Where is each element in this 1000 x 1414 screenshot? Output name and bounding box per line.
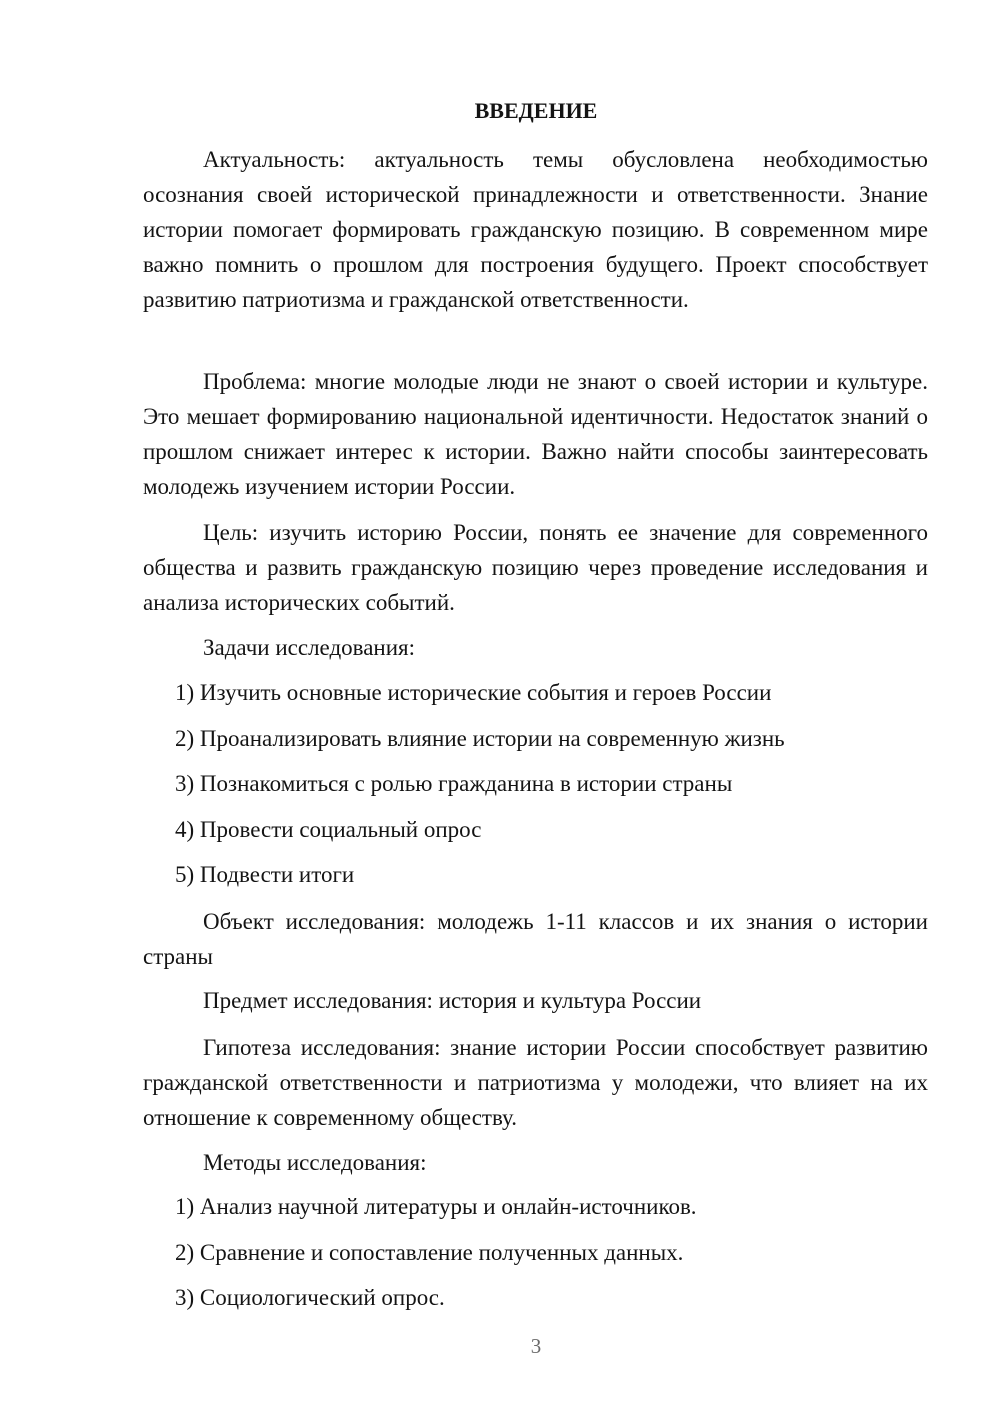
object-paragraph: Объект исследования: молодежь 1-11 классов и их знания о истории страны [143,909,928,969]
method-item: 1) Анализ научной литературы и онлайн-источников. [175,1194,697,1219]
task-item: 5) Подвести итоги [175,862,355,887]
task-item: 4) Провести социальный опрос [175,817,482,842]
page-number: 3 [530,1334,542,1358]
method-item: 3) Социологический опрос. [175,1285,445,1310]
methods-title: Методы исследования: [203,1150,427,1175]
goal-paragraph: Цель: изучить историю России, понять ее значение для современного общества и развить гражданскую позицию через проведение исследования и анализа исторических событий. [143,520,928,615]
relevance-paragraph: Актуальность: актуальность темы обусловлена необходимостью осознания своей исторической принадлежности и ответственности. Знание истории помогает формировать гражданскую позицию. В современном мире важно помнить о прошлом для построения будущего. Проект способствует развитию патриотизма и гражданской ответственности. [143,147,928,312]
problem-paragraph: Проблема: многие молодые люди не знают о своей истории и культуре. Это мешает формированию национальной идентичности. Недостаток знаний о прошлом снижает интерес к истории. Важно найти способы заинтересовать молодежь изучением истории России. [143,369,928,499]
task-item: 1) Изучить основные исторические события и героев России [175,680,772,705]
section-heading: ВВЕДЕНИЕ [474,98,598,123]
task-item: 3) Познакомиться с ролью гражданина в истории страны [175,771,733,796]
tasks-title: Задачи исследования: [203,635,416,660]
task-item: 2) Проанализировать влияние истории на современную жизнь [175,726,785,751]
hypothesis-paragraph: Гипотеза исследования: знание истории России способствует развитию гражданской ответственности и патриотизма у молодежи, что влияет на их отношение к современному обществу. [143,1035,928,1130]
subject-line: Предмет исследования: история и культура России [203,988,702,1013]
method-item: 2) Сравнение и сопоставление полученных данных. [175,1240,684,1265]
